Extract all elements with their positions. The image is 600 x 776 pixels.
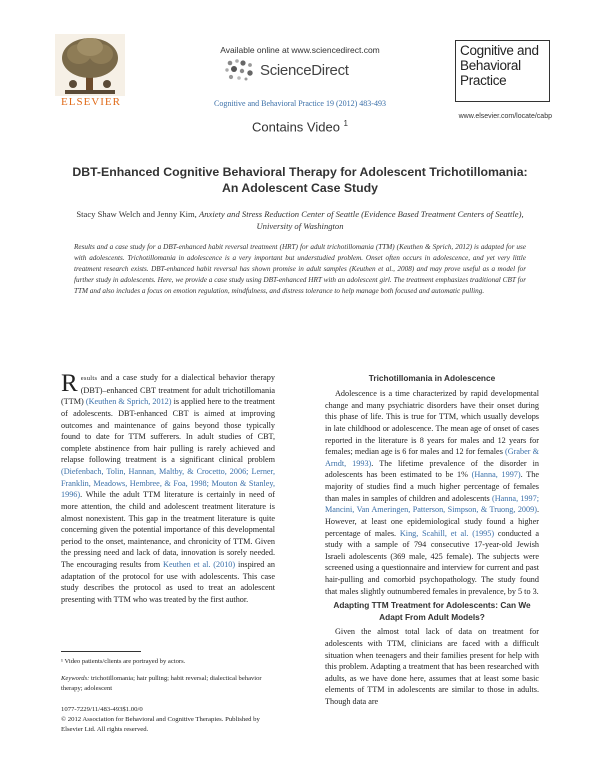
journal-citation[interactable]: Cognitive and Behavioral Practice 19 (2012) 483-493 xyxy=(214,99,386,108)
footnote-marker[interactable]: 1 xyxy=(343,119,348,128)
abstract: Results and a case study for a DBT-enhanced habit reversal treatment (HRT) for adult trichotillomania (TTM) (Keuthen & Sprich, 2012) is adapted for use with adolescents. Trichotillomania in adolescence is a very important but understudied problem. Onset often occurs in adolescence, and yet very little treatment research exists. DBT-enhanced habit reversal has shown promise in adult samples (Keuthen et al., 2008) and may prove useful as a model for further study in adolescents. Here, we provide a case study using DBT-enhanced HRT with an adolescent girl. The treatment emphasizes traditional CBT for TTM and also includes a focus on emotion regulation, mindfulness, and distress tolerance to help manage both focused and automatic pulling. xyxy=(74,243,526,296)
issn-line: 1077-7229/11/483-493$1.00/0 xyxy=(61,706,143,713)
text-run: is applied here to the treatment of adolescents. DBT-enhanced CBT is aimed at improving outcomes and maintenance of gains beyond those typically found to date for TTM sufferers. In adult studies of CBT, complete abstinence from hair pulling is rarely achieved and relapse following treatment is a significant clinical problem xyxy=(61,397,276,465)
citation-link[interactable]: (Keuthen & Sprich, 2012) xyxy=(85,397,172,407)
journal-url[interactable]: www.elsevier.com/locate/cabp xyxy=(458,113,552,120)
citation-link[interactable]: King, Scahill, et al. (1995) xyxy=(399,528,495,538)
authors-affiliation xyxy=(60,208,540,232)
copyright: © 2012 Association for Behavioral and Cognitive Therapies. Published by Elsevier Ltd. All rights reserved. xyxy=(61,715,260,733)
affiliation: Anxiety and Stress Reduction Center of Seattle (Evidence Based Treatment Centers of Seattle), University of Washington xyxy=(198,209,524,231)
paper-title xyxy=(40,164,560,196)
journal-title-line: Cognitive and xyxy=(460,43,539,58)
citation-link[interactable]: (Hanna, 1997) xyxy=(471,470,521,480)
journal-title-line: Behavioral xyxy=(460,58,521,73)
text-run: . However, at least one epidemiological study found a higher percentage of males. xyxy=(325,505,539,538)
contains-video-label xyxy=(0,119,600,134)
sciencedirect-wordmark: ScienceDirect xyxy=(260,61,349,79)
journal-title-line: Practice xyxy=(460,73,507,88)
sciencedirect-dots-icon xyxy=(222,58,258,82)
citation-link[interactable]: (Graber & Arndt, 1993) xyxy=(325,447,540,468)
citation-link[interactable]: (Diefenbach, Tolin, Hannan, Maltby, & Crocetto, 2006; Lerner, Franklin, Meadows, Hembree, & Foa, 1998; Mouton & Stanley, 1996) xyxy=(61,467,275,500)
citation-link[interactable]: Keuthen et al. (2010) xyxy=(163,560,236,569)
paper-title-line: An Adolescent Case Study xyxy=(221,181,379,195)
text-run: and a case study for a dialectical behavior therapy (DBT)–enhanced CBT treatment for adult trichotillomania (TTM) xyxy=(61,373,275,407)
intro-paragraph xyxy=(61,372,275,606)
text-run: . The lifetime prevalence of the disorder in adolescents has been estimated to be 1% xyxy=(325,458,539,480)
keywords-label: Keywords: xyxy=(61,675,90,682)
section-paragraph: Given the almost total lack of data on treatment for adolescents with TTM, clinicians are faced with a difficult situation when teenagers and their families present for help with this problem. Adapting a treatment that has been researched with adults, as we have done here, assumes that at least some basic elements of TTM in adolescents are similar to those in adults. Though data are xyxy=(325,627,539,706)
right-column xyxy=(325,372,539,708)
text-run: inspired an adaptation of the protocol for use with adolescents. This case study describes the protocol as used to treat an adolescent presenting with TTM who was treated by the first author. xyxy=(61,560,275,604)
keywords xyxy=(61,674,275,693)
section-heading: Adapting TTM Treatment for Adolescents: Can We Adapt From Adult Models? xyxy=(333,600,531,623)
text-run: Adolescence is a time characterized by rapid developmental change and many psychiatric disorders have their onset during this phase of life. This is true for TTM, which usually develops in late childhood or adolescence. The mean age of onset of cases reported in the literature is 8 years for males and 12 years for females; median age is 6 for males and 12 for females xyxy=(325,389,539,457)
sciencedirect-logo xyxy=(222,58,387,82)
section-heading: Trichotillomania in Adolescence xyxy=(368,373,496,383)
smallcaps-lead: esults xyxy=(80,375,98,382)
text-run: . The majority of studies find a much higher percentage of females than males in samples of children and adolescents xyxy=(325,470,539,503)
footnote: ¹ Video patients/clients are portrayed by actors. xyxy=(61,658,186,665)
available-online-text: Available online at www.sciencedirect.com xyxy=(220,45,380,55)
journal-title-box xyxy=(455,40,550,102)
dropcap: R xyxy=(61,370,78,397)
authors: Stacy Shaw Welch and Jenny Kim, xyxy=(76,209,197,219)
keywords-list: trichotillomania; hair pulling; habit reversal; dialectical behavior therapy; adolescent xyxy=(61,675,262,692)
publication-info xyxy=(61,705,275,734)
text-run: conducted a study with a sample of 794 consecutive 17-year-old Jewish Israeli adolescents (369 male, 425 female). The subjects were screened using a questionnaire and interview for current and past hair-pulling and comorbid psychopathology. The study found that males slightly outnumbered females in prevalence, by 5 to 3. xyxy=(325,528,540,596)
citation-link[interactable]: (Hanna, 1997; Mancini, Van Ameringen, Patterson, Simpson, & Truong, 2009) xyxy=(325,493,539,515)
footnote-divider xyxy=(61,651,141,652)
publisher-name: ELSEVIER xyxy=(61,96,121,108)
text-run: . While the adult TTM literature is certainly in need of more attention, the child and adolescent treatment literature is almost nonexistent. This gap in the treatment literature is quite concerning given the potential importance of this developmental period to the onset, maintenance, and chronicity of TTM. Given the pressing need and lack of data, innovation is sorely needed. The encouraging results from xyxy=(61,490,275,569)
section-paragraph xyxy=(325,388,539,597)
paper-title-line: DBT-Enhanced Cognitive Behavioral Therapy for Adolescent Trichotillomania: xyxy=(72,165,528,179)
left-column xyxy=(61,372,275,606)
contains-video-text: Contains Video xyxy=(251,119,340,135)
